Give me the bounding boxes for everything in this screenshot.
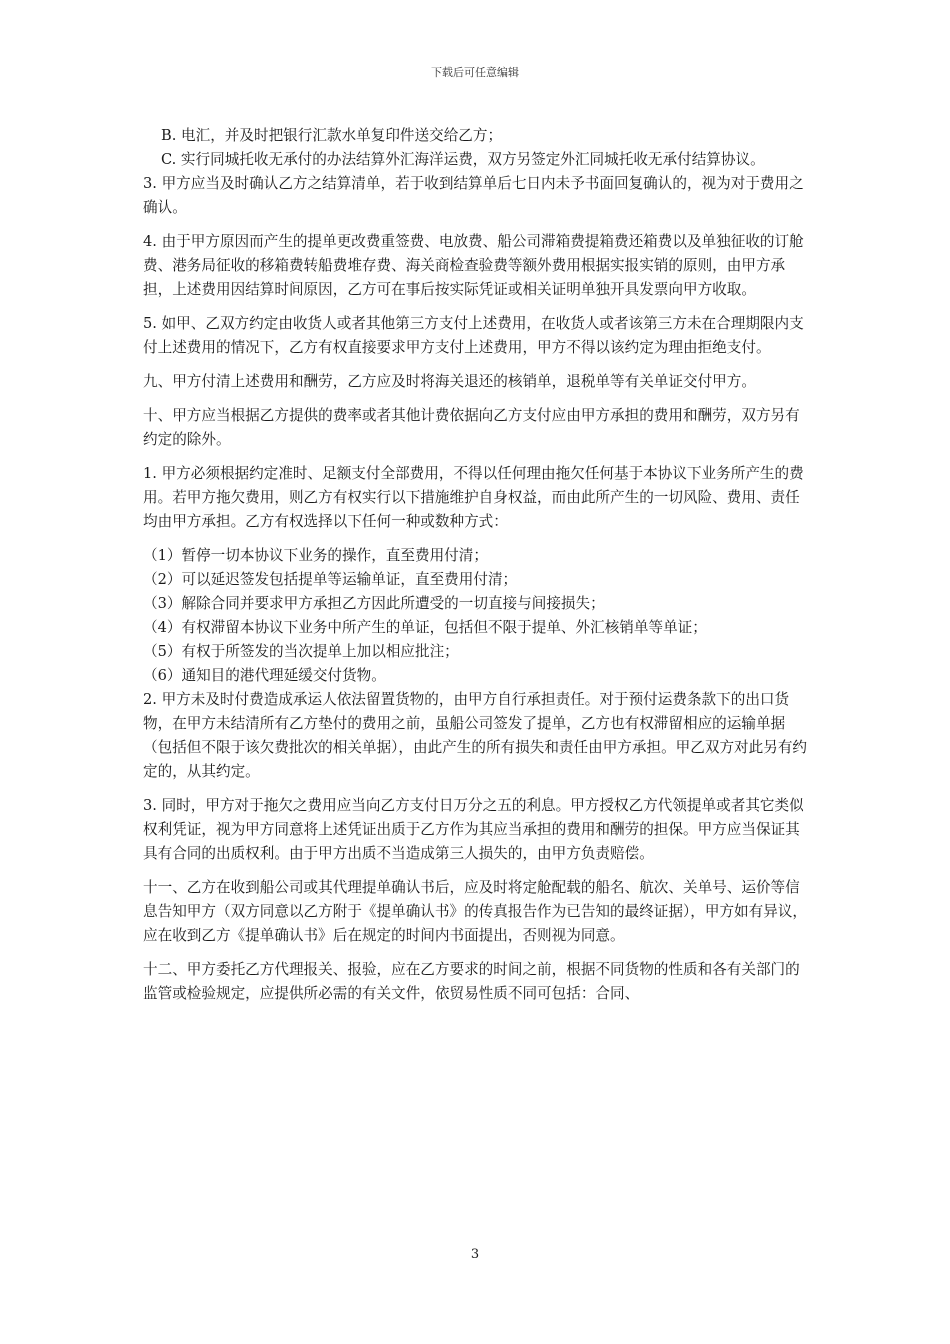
clause-10-3: 3. 同时，甲方对于拖欠之费用应当向乙方支付日万分之五的利息。甲方授权乙方代领提单或者其它类似权利凭证，视为甲方同意将上述凭证出质于乙方作为其应当承担的费用和酬劳的担保。甲方应当保证其具有合同的出质权利。由于甲方出质不当造成第三人损失的，由甲方负责赔偿。 bbox=[143, 797, 804, 862]
clause-10: 十、甲方应当根据乙方提供的费率或者其他计费依据向乙方支付应由甲方承担的费用和酬劳，双方另有约定的除外。 bbox=[143, 407, 800, 448]
list-item: （6）通知目的港代理延缓交付货物。 bbox=[143, 667, 386, 684]
page-number: 3 bbox=[470, 1247, 480, 1262]
clause-b: B. 电汇，并及时把银行汇款水单复印件送交给乙方； bbox=[161, 127, 503, 144]
clause-11: 十一、乙方在收到船公司或其代理提单确认书后，应及时将定舱配载的船名、航次、关单号、运价等信息告知甲方（双方同意以乙方附于《提单确认书》的传真报告作为已告知的最终证据），甲方如有异议，应在收到乙方《提单确认书》后在规定的时间内书面提出，否则视为同意。 bbox=[143, 879, 808, 944]
page-header: 下载后可任意编辑 bbox=[431, 66, 519, 79]
clause-c: C. 实行同城托收无承付的办法结算外汇海洋运费，双方另签定外汇同城托收无承付结算协议。 bbox=[161, 151, 765, 168]
list-item: （3）解除合同并要求甲方承担乙方因此所遭受的一切直接与间接损失； bbox=[143, 595, 605, 612]
list-item: （2）可以延迟签发包括提单等运输单证，直至费用付清； bbox=[143, 571, 518, 588]
list-item: （4）有权滞留本协议下业务中所产生的单证，包括但不限于提单、外汇核销单等单证； bbox=[143, 619, 707, 636]
clause-12: 十二、甲方委托乙方代理报关、报验，应在乙方要求的时间之前，根据不同货物的性质和各有关部门的监管或检验规定，应提供所必需的有关文件，依贸易性质不同可包括：合同、 bbox=[143, 961, 800, 1002]
clause-8-3: 3. 甲方应当及时确认乙方之结算清单，若于收到结算单后七日内未予书面回复确认的，视为对于费用之确认。 bbox=[143, 175, 804, 216]
clause-10-2: 2. 甲方未及时付费造成承运人依法留置货物的，由甲方自行承担责任。对于预付运费条款下的出口货物，在甲方未结清所有乙方垫付的费用之前，虽船公司签发了提单，乙方也有权滞留相应的运输单据（包括但不限于该欠费批次的相关单据），由此产生的所有损失和责任由甲方承担。甲乙双方对此另有约定的，从其约定。 bbox=[143, 691, 808, 780]
clause-8-5: 5. 如甲、乙双方约定由收货人或者其他第三方支付上述费用，在收货人或者该第三方未在合理期限内支付上述费用的情况下，乙方有权直接要求甲方支付上述费用，甲方不得以该约定为理由拒绝支付。 bbox=[143, 315, 804, 356]
clause-9: 九、甲方付清上述费用和酬劳，乙方应及时将海关退还的核销单，退税单等有关单证交付甲方。 bbox=[143, 373, 756, 390]
document-body bbox=[143, 124, 813, 1006]
clause-8-4: 4. 由于甲方原因而产生的提单更改费重签费、电放费、船公司滞箱费提箱费还箱费以及单独征收的订舱费、港务局征收的移箱费转船费堆存费、海关商检查验费等额外费用根据实报实销的原则，由甲方承担，上述费用因结算时间原因，乙方可在事后按实际凭证或相关证明单独开具发票向甲方收取。 bbox=[143, 233, 804, 298]
clause-10-1: 1. 甲方必须根据约定准时、足额支付全部费用，不得以任何理由拖欠任何基于本协议下业务所产生的费用。若甲方拖欠费用，则乙方有权实行以下措施维护自身权益，而由此所产生的一切风险、费用、责任均由甲方承担。乙方有权选择以下任何一种或数种方式： bbox=[143, 465, 804, 530]
list-item: （5）有权于所签发的当次提单上加以相应批注； bbox=[143, 643, 459, 660]
measures-list bbox=[143, 544, 813, 688]
list-item: （1）暂停一切本协议下业务的操作，直至费用付清； bbox=[143, 547, 488, 564]
